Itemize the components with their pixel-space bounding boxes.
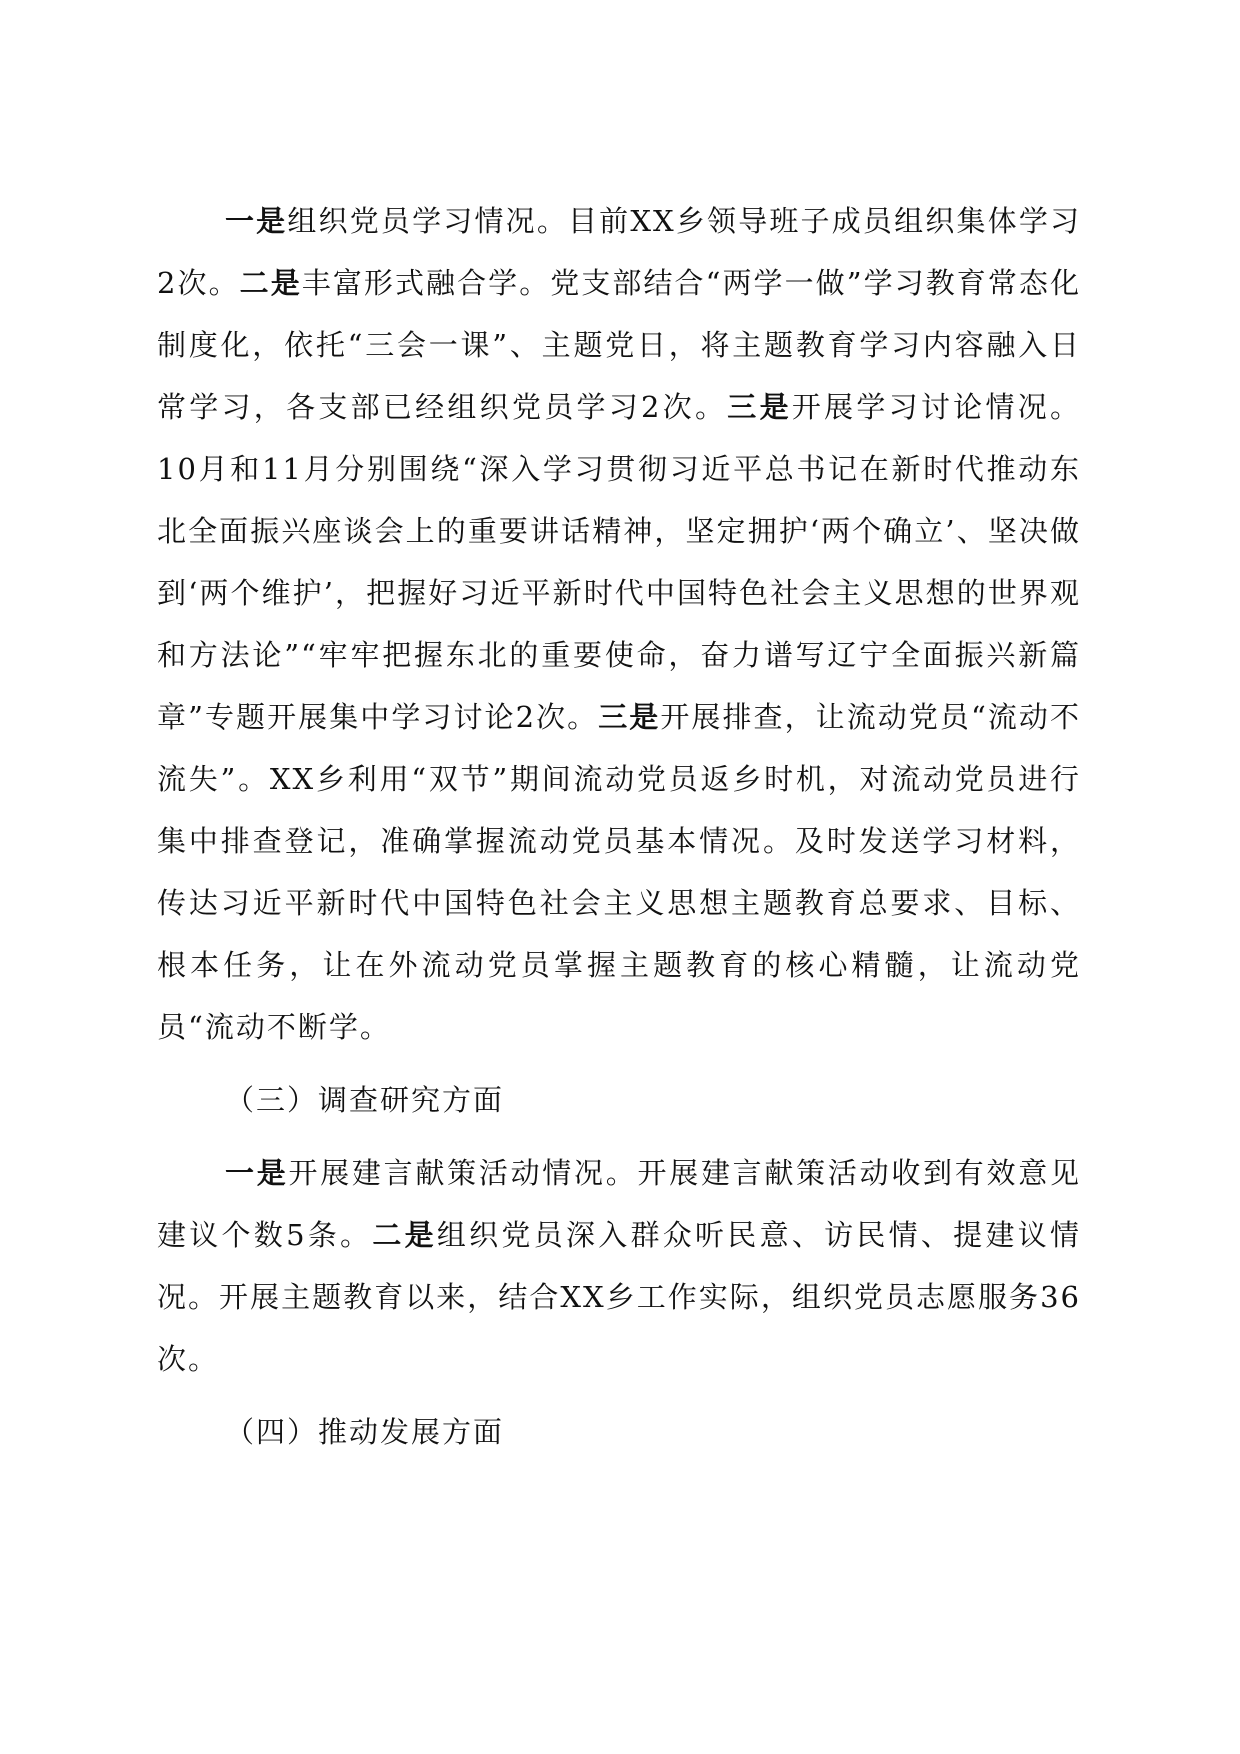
bold-lead: 一是 [225,204,288,238]
paragraph-study [157,190,1081,1058]
text-run: 开展学习讨论情况。10月和11月分别围绕“深入学习贯彻习近平总书记在新时代推动东北全面振兴座谈会上的重要讲话精神，坚定拥护‘两个确立’、坚决做到‘两个维护’，把握好习近平新时代中国特色社会主义思想的世界观和方法论”“牢牢把握东北的重要使命，奋力谱写辽宁全面振兴新篇章”专题开展集中学习讨论2次。 [157,390,1081,734]
text-run: 组织党员深入群众听民意、访民情、提建议情况。开展主题教育以来，结合XX乡工作实际，组织党员志愿服务36次。 [157,1218,1081,1376]
text-run: 开展排查，让流动党员“流动不流失”。XX乡利用“双节”期间流动党员返乡时机，对流动党员进行集中排查登记，准确掌握流动党员基本情况。及时发送学习材料，传达习近平新时代中国特色社会主义思想主题教育总要求、目标、根本任务，让在外流动党员掌握主题教育的核心精髓，让流动党员“流动不断学。 [157,700,1081,1044]
bold-lead: 三是 [727,390,792,424]
section-heading-research: （三）调查研究方面 [225,1083,505,1117]
bold-lead: 二是 [239,266,302,300]
paragraph-research [157,1142,1081,1390]
bold-lead: 二是 [372,1218,437,1252]
text-run: 组织党员学习情况。目前XX乡领导班子成员组织集体学习2次。 [157,204,1081,300]
bold-lead: 一是 [225,1156,289,1190]
text-run: 开展建言献策活动情况。开展建言献策活动收到有效意见建议个数5条。 [157,1156,1081,1252]
text-run: 丰富形式融合学。党支部结合“两学一做”学习教育常态化制度化，依托“三会一课”、主题党日，将主题教育学习内容融入日常学习，各支部已经组织党员学习2次。 [157,266,1081,424]
section-heading-development: （四）推动发展方面 [225,1415,505,1449]
document-body [157,190,1081,1474]
bold-lead: 三是 [598,700,661,734]
